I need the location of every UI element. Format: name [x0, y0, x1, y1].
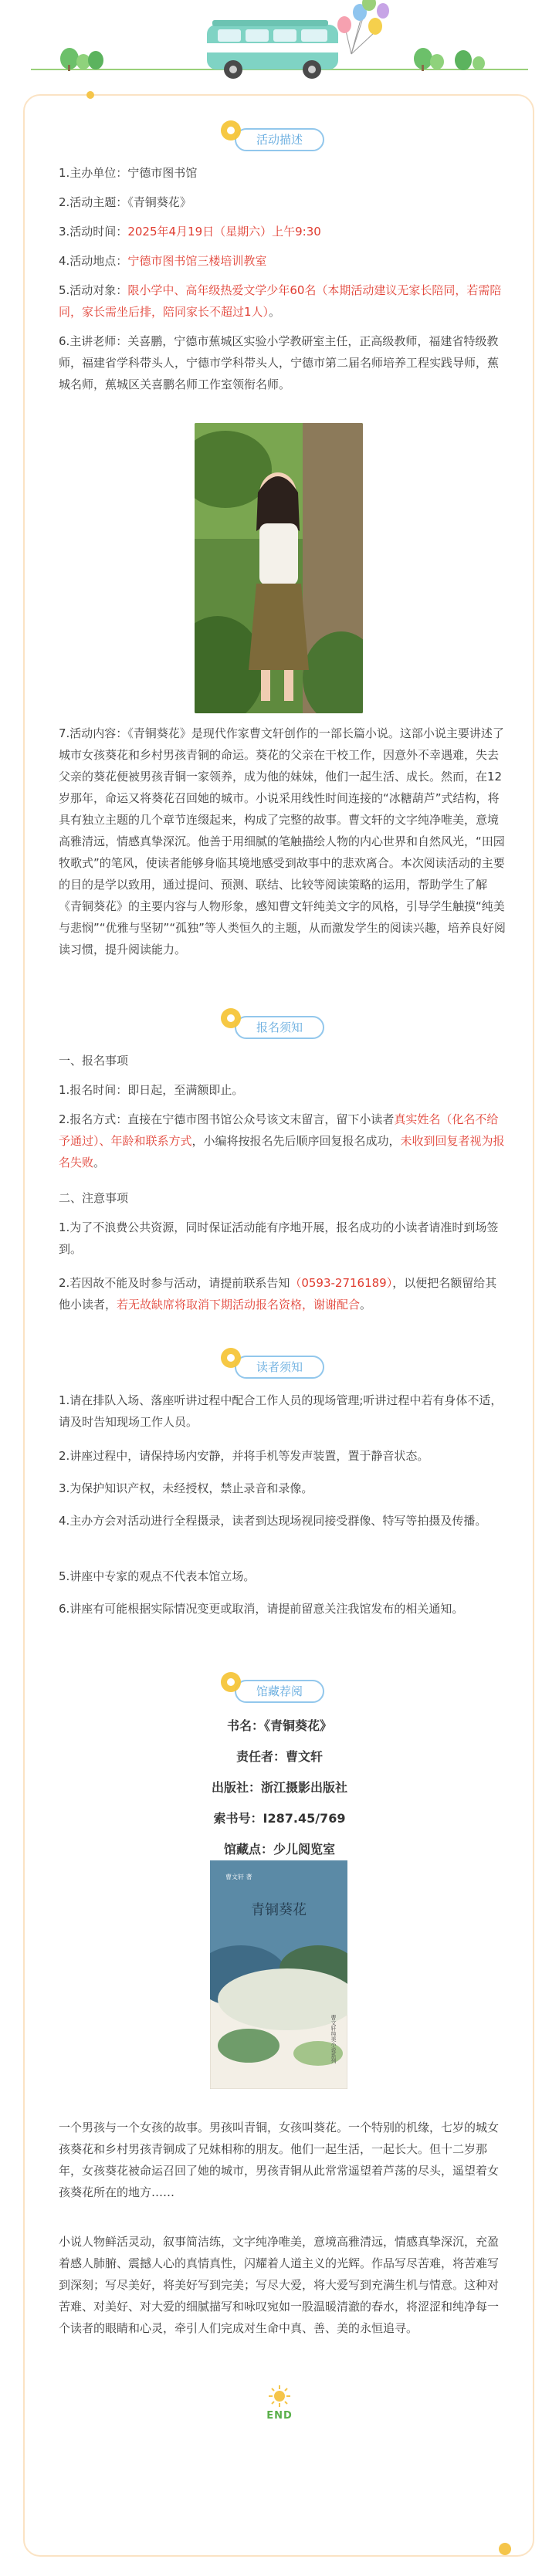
activity-theme: 2.活动主题：《青铜葵花》 [59, 195, 191, 209]
notice-3: 3.为保护知识产权，未经授权，禁止录音和录像。 [59, 1481, 313, 1495]
header-banner-illustration [0, 0, 559, 86]
notice-2: 2.讲座过程中，请保持场内安静，并将手机等发声装置，置于静音状态。 [59, 1449, 429, 1463]
activity-audience [59, 279, 508, 323]
end-marker: END [266, 2410, 293, 2422]
section-header-activity [0, 122, 559, 157]
book-title: 书名：《青铜葵花》 [226, 1718, 332, 1733]
signup-note-1: 1.为了不浪费公共资源，同时保证活动能有序地开展，报名成功的小读者请准时到场签到。 [59, 1220, 499, 1256]
signup-heading-1: 一、报名事项 [59, 1054, 129, 1068]
book-location: 馆藏点：少儿阅览室 [223, 1842, 335, 1857]
book-cover-image [210, 1860, 347, 2089]
notice-5: 5.讲座中专家的观点不代表本馆立场。 [59, 1569, 256, 1583]
punct: 。 [93, 1156, 106, 1170]
text: 2.报名方式：直接在宁德市图书馆公众号该文末留言，留下小读者 [59, 1112, 395, 1126]
book-call-number: 索书号：I287.45/769 [213, 1811, 346, 1826]
phone-number: （0593-2716189） [290, 1276, 393, 1290]
book-summary-1: 一个男孩与一个女孩的故事。男孩叫青铜，女孩叫葵花。一个特别的机缘，七岁的城女孩葵花和乡村男孩青铜成了兄妹相称的朋友。他们一起生活，一起长大。但十二岁那年，女孩葵花被命运召回了她的城市，男孩青铜从此常常遥望着芦荡的尽头，遥望着女孩葵花所在的地方…… [59, 2121, 500, 2199]
audience-value: 限小学中、高年级热爱文学少年60名（本期活动建议无家长陪同，若需陪同，家长需坐后排，陪同家长不超过1人） [59, 283, 502, 319]
section-title: 馆藏荐阅 [235, 1680, 324, 1703]
activity-time [59, 221, 508, 242]
text: 2.若因故不能及时参与活动，请提前联系告知 [59, 1276, 290, 1290]
signup-method [59, 1109, 508, 1173]
location-value: 宁德市图书馆三楼培训教室 [127, 254, 267, 268]
sun-icon [267, 2384, 292, 2408]
notice-1: 1.请在排队入场、落座听讲过程中配合工作人员的现场管理;听讲过程中若有身体不适，请及时告知现场工作人员。 [59, 1393, 503, 1429]
notice-4: 4.主办方会对活动进行全程摄录，读者到达现场视同接受群像、特写等拍摄及传播。 [59, 1514, 487, 1528]
label: 3.活动时间： [59, 225, 128, 239]
cover-author: 曹文轩 著 [225, 1874, 252, 1880]
punct: 。 [360, 1298, 372, 1312]
section-title: 读者须知 [235, 1356, 324, 1379]
section-header-collection [0, 1674, 559, 1709]
speaker-photo [195, 423, 363, 713]
activity-location [59, 250, 508, 272]
activity-content: 7.活动内容：《青铜葵花》是现代作家曹文轩创作的一部长篇小说。这部小说主要讲述了城市女孩葵花和乡村男孩青铜的命运。葵花的父亲在干校工作，因意外不幸遇难，失去父亲的葵花便被男孩青铜一家领养，成为他的妹妹，他们一起生活、成长。然而，在12岁那年，命运又将葵花召回她的城市。小说采用线性时间连接的“冰糖葫芦”式结构，将具有独立主题的几个章节连缀起来，构成了完整的故事。曹文轩的文字纯净唯美，意境高雅清远，情感真挚深沉。他善于用细腻的笔触描绘人物的内心世界和自然风光，“田园牧歌式”的笔风，使读者能够身临其境地感受到故事中的悲欢离合。本次阅读活动的主要的目的是学以致用，通过提问、预测、联结、比较等阅读策略的运用，帮助学生了解《青铜葵花》的主要内容与人物形象，感知曹文轩纯美文字的风格，引导学生触摸“纯美与悲悯”“优雅与坚韧”“孤独”等人类恒久的主题，从而激发学生的阅读兴趣，培养良好阅读习惯，提升阅读能力。 [59, 726, 506, 956]
highlight: 若无故缺席将取消下期活动报名资格，谢谢配合 [117, 1298, 361, 1312]
signup-heading-2: 二、注意事项 [59, 1191, 129, 1205]
highlight: 真实姓名（化名不给予通过）、年龄和联系方式 [59, 1112, 499, 1148]
signup-time: 1.报名时间：即日起，至满额即止。 [59, 1083, 244, 1097]
punct: 。 [269, 305, 281, 319]
balloons-icon [337, 0, 389, 54]
label: 4.活动地点： [59, 254, 128, 268]
section-title: 报名须知 [235, 1016, 324, 1039]
tree-icon [60, 48, 103, 71]
signup-note-2 [59, 1272, 508, 1315]
text: ，小编将按报名先后顺序回复报名成功， [191, 1134, 401, 1148]
sun-icon [499, 2543, 511, 2555]
notice-6: 6.讲座有可能根据实际情况变更或取消，请提前留意关注我馆发布的相关通知。 [59, 1602, 464, 1616]
section-header-notice [0, 1349, 559, 1385]
highlight: 未收到回复者视为报名失败 [59, 1134, 505, 1170]
book-publisher: 出版社：浙江摄影出版社 [211, 1780, 347, 1795]
tree-icon [414, 48, 485, 71]
cover-title: 青铜葵花 [251, 1902, 307, 1918]
label: 5.活动对象： [59, 283, 128, 297]
cover-series: 曹文轩纯美小说系列 [330, 2015, 337, 2063]
text: ，以便把名额留给其他小读者， [59, 1276, 497, 1312]
time-value: 2025年4月19日（星期六）上午9:30 [127, 225, 321, 239]
section-title: 活动描述 [235, 128, 324, 151]
decor-dot [86, 91, 94, 99]
book-author: 责任者：曹文轩 [235, 1749, 323, 1764]
section-header-signup [0, 1010, 559, 1045]
activity-organizer: 1.主办单位：宁德市图书馆 [59, 166, 198, 180]
book-summary-2: 小说人物鲜活灵动，叙事简洁练，文字纯净唯美，意境高雅清远，情感真挚深沉，充盈着感人肺腑、震撼人心的真情真性，闪耀着人道主义的光辉。作品写尽苦难，将苦难写到深刻；写尽美好，将美好写到完美；写尽大爱，将大爱写到充满生机与情意。这种对苦难、对美好、对大爱的细腻描写和咏叹宛如一股温暖清澈的春水，将涩涩和纯净每一个读者的眼睛和心灵，牵引人们完成对生命中真、善、美的永恒追寻。 [59, 2235, 500, 2335]
activity-speaker: 6.主讲老师：关喜鹏，宁德市蕉城区实验小学教研室主任，正高级教师，福建省特级教师，福建省学科带头人，宁德市学科带头人，宁德市第二届名师培养工程实践导师，蕉城名师，蕉城区关喜鹏名师工作室领衔名师。 [59, 334, 500, 391]
